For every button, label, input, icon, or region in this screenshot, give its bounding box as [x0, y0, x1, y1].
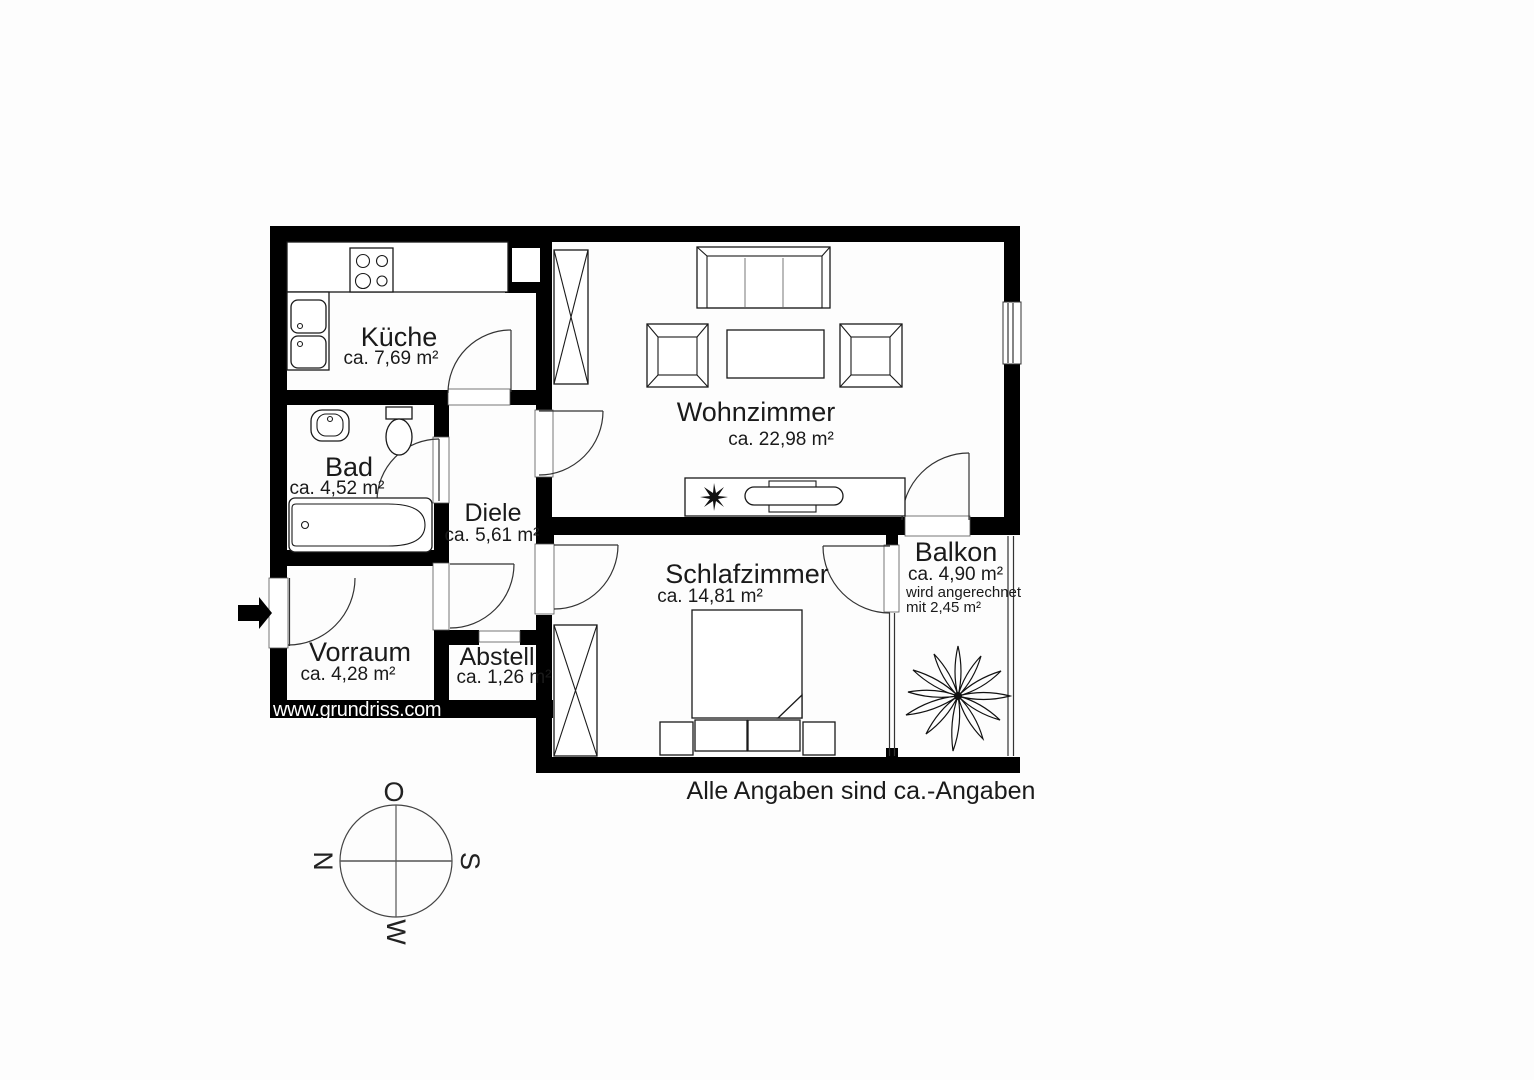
- armchair-left: [647, 324, 708, 387]
- abstell-area: ca. 1,26 m²: [456, 667, 552, 688]
- watermark: www.grundriss.com: [273, 699, 442, 721]
- armchair-right: [840, 324, 902, 387]
- balkon-wohnzimmer-door: [902, 453, 969, 520]
- abstell-door: [479, 631, 520, 642]
- balcony-railing: [1008, 536, 1014, 756]
- compass-east-label: O: [383, 777, 405, 807]
- plant-small-icon: [700, 483, 728, 511]
- kueche-area: ca. 7,69 m²: [343, 348, 439, 369]
- wohnzimmer-furniture: [554, 247, 905, 516]
- sofa: [697, 247, 830, 308]
- balkon-area: ca. 4,90 m²: [908, 564, 1004, 585]
- kueche-label: Küche: [360, 322, 438, 352]
- schlafzimmer-furniture: [554, 610, 835, 756]
- kueche-door: [448, 330, 511, 393]
- bad-label: Bad: [324, 452, 374, 482]
- vorraum-label: Vorraum: [308, 637, 412, 667]
- window-wohnzimmer: [1003, 302, 1021, 364]
- balkon-note-2: mit 2,45 m²: [906, 599, 982, 616]
- schlafzimmer-door: [554, 545, 618, 609]
- schlafzimmer-label: Schlafzimmer: [665, 559, 829, 589]
- shaft-niche: [512, 248, 540, 282]
- abstell-label: Abstell: [459, 643, 535, 671]
- balkon-schlafzimmer-door: [823, 546, 890, 613]
- double-bed: [692, 610, 802, 751]
- compass-north-label: N: [308, 851, 338, 871]
- wardrobe-schlafzimmer: [554, 625, 597, 756]
- nightstand-left: [660, 722, 693, 755]
- entry-arrow-icon: [238, 597, 272, 629]
- balkon-note-1: wird angerechnet: [906, 584, 1022, 601]
- coffee-table: [727, 330, 824, 378]
- vorraum-area: ca. 4,28 m²: [300, 664, 396, 685]
- sideboard: [685, 478, 905, 516]
- sink-upper: [291, 300, 326, 333]
- toilet: [386, 407, 412, 455]
- bathtub: [289, 498, 432, 552]
- pillow-right: [748, 720, 800, 751]
- diele-label: Diele: [464, 499, 522, 527]
- wohnzimmer-label: Wohnzimmer: [676, 397, 836, 427]
- bad-area: ca. 4,52 m²: [289, 478, 385, 499]
- compass-west-label: W: [381, 919, 411, 945]
- schlafzimmer-area: ca. 14,81 m²: [657, 586, 763, 607]
- pillow-left: [695, 720, 747, 751]
- compass-south-label: S: [455, 851, 485, 871]
- nightstand-right: [803, 722, 835, 755]
- wardrobe-wohnzimmer: [554, 250, 588, 384]
- balkon-label: Balkon: [914, 537, 998, 567]
- balcony-glazing: [890, 613, 895, 756]
- wohnzimmer-area: ca. 22,98 m²: [728, 429, 834, 450]
- entry-door: [288, 578, 355, 646]
- vorraum-diele-door: [450, 564, 514, 628]
- diele-area: ca. 5,61 m²: [444, 525, 540, 546]
- compass-rose: [308, 777, 485, 945]
- balcony-plant-icon: [906, 646, 1010, 751]
- sink-lower: [291, 336, 326, 368]
- kitchen-counter-top: [287, 242, 508, 292]
- washbasin: [311, 410, 349, 441]
- disclaimer-text: Alle Angaben sind ca.-Angaben: [686, 777, 1036, 805]
